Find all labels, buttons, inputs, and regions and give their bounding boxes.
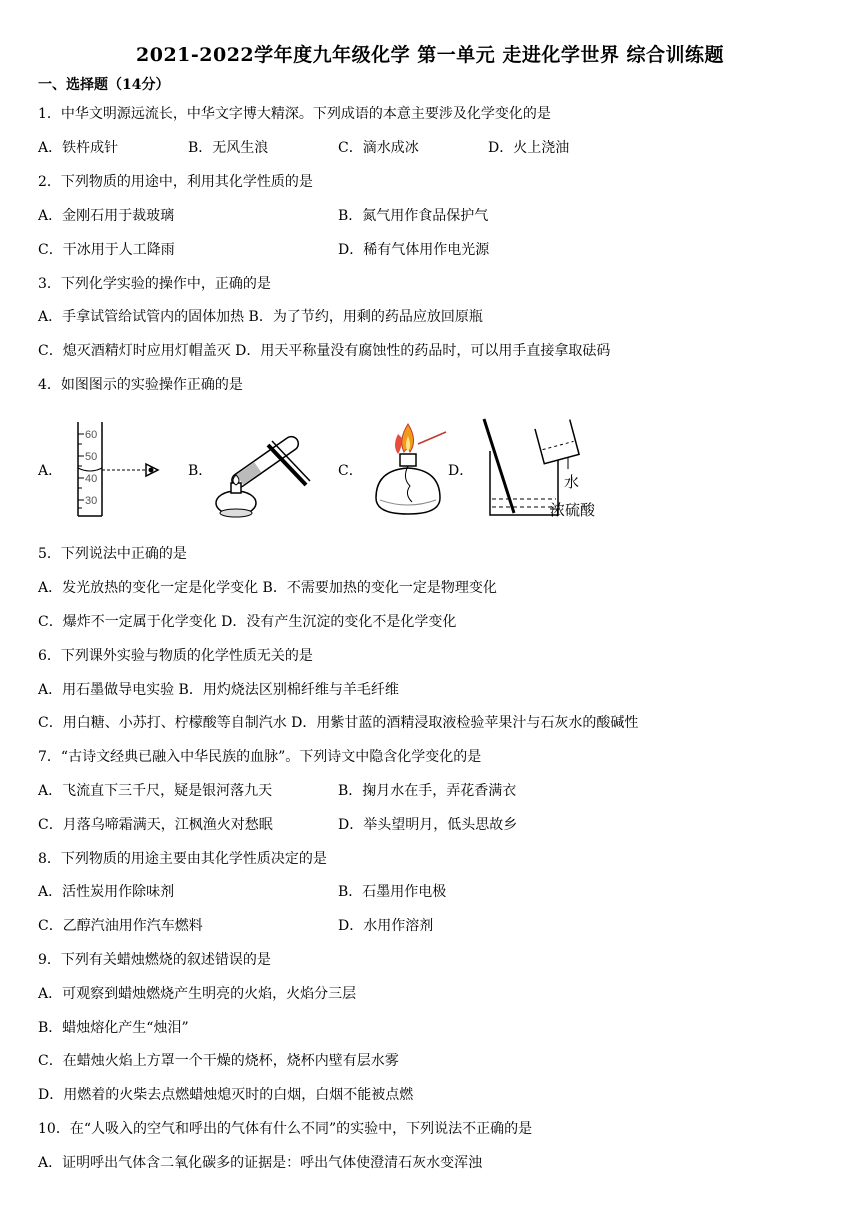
- question-4-stem: 4．如图图示的实验操作正确的是: [38, 377, 243, 393]
- question-7-option-c: C．月落乌啼霜满天，江枫渔火对愁眠: [38, 817, 273, 833]
- alcohol-lamp-figure: [368, 418, 448, 520]
- question-6-options-ab: A．用石墨做导电实验 B．用灼烧法区别棉纤维与羊毛纤维: [38, 682, 399, 698]
- cylinder-tick-label: 50: [85, 451, 98, 463]
- concentrated-sulfuric-acid-label: 浓硫酸: [550, 502, 596, 519]
- dilution-figure: [480, 415, 610, 525]
- question-4-option-b: B．: [188, 463, 213, 479]
- question-1-option-a: A．铁杵成针: [38, 140, 119, 156]
- question-9-option-b: B．蜡烛熔化产生“烛泪”: [38, 1020, 189, 1036]
- question-1-option-b: B．无风生浪: [188, 140, 269, 156]
- question-9-option-d: D．用燃着的火柴去点燃蜡烛熄灭时的白烟，白烟不能被点燃: [38, 1087, 414, 1103]
- question-2-option-b: B．氮气用作食品保护气: [338, 208, 489, 224]
- question-3-options-ab: A．手拿试管给试管内的固体加热 B．为了节约，用剩的药品应放回原瓶: [38, 309, 483, 325]
- water-label: 水: [564, 474, 580, 491]
- question-1-stem: 1．中华文明源远流长，中华文字博大精深。下列成语的本意主要涉及化学变化的是: [38, 106, 551, 122]
- question-2-option-a: A．金刚石用于裁玻璃: [38, 208, 175, 224]
- question-9-option-c: C．在蜡烛火焰上方罩一个干燥的烧杯，烧杯内壁有层水雾: [38, 1053, 399, 1069]
- question-10-stem: 10．在“人吸入的空气和呼出的气体有什么不同”的实验中，下列说法不正确的是: [38, 1121, 533, 1137]
- question-9-option-a: A．可观察到蜡烛燃烧产生明亮的火焰，火焰分三层: [38, 986, 357, 1002]
- graduated-cylinder-figure: [72, 420, 162, 520]
- question-2-option-d: D．稀有气体用作电光源: [338, 242, 490, 258]
- question-9-stem: 9．下列有关蜡烛燃烧的叙述错误的是: [38, 952, 271, 968]
- question-8-option-d: D．水用作溶剂: [338, 918, 434, 934]
- question-8-option-b: B．石墨用作电极: [338, 884, 447, 900]
- question-8-option-c: C．乙醇汽油用作汽车燃料: [38, 918, 203, 934]
- question-1-option-d: D．火上浇油: [488, 140, 570, 156]
- question-4-option-c: C．: [338, 463, 363, 479]
- question-8-stem: 8．下列物质的用途主要由其化学性质决定的是: [38, 851, 327, 867]
- question-1-option-c: C．滴水成冰: [338, 140, 419, 156]
- question-3-stem: 3．下列化学实验的操作中，正确的是: [38, 276, 271, 292]
- question-7-stem: 7．“古诗文经典已融入中华民族的血脉”。下列诗文中隐含化学变化的是: [38, 749, 482, 765]
- question-2-stem: 2．下列物质的用途中，利用其化学性质的是: [38, 174, 313, 190]
- section-heading: 一、选择题（14分）: [38, 77, 170, 93]
- cylinder-tick-label: 30: [85, 495, 98, 507]
- question-3-options-cd: C．熄灭酒精灯时应用灯帽盖灭 D．用天平称量没有腐蚀性的药品时，可以用手直接拿取砝码: [38, 343, 611, 359]
- question-5-stem: 5．下列说法中正确的是: [38, 546, 187, 562]
- question-8-option-a: A．活性炭用作除味剂: [38, 884, 175, 900]
- question-7-option-b: B．掬月水在手，弄花香满衣: [338, 783, 517, 799]
- page-title: 2021-2022学年度九年级化学 第一单元 走进化学世界 综合训练题: [136, 44, 724, 66]
- question-2-option-c: C．干冰用于人工降雨: [38, 242, 175, 258]
- question-4-option-d: D．: [448, 463, 474, 479]
- question-6-stem: 6．下列课外实验与物质的化学性质无关的是: [38, 648, 313, 664]
- question-7-option-a: A．飞流直下三千尺，疑是银河落九天: [38, 783, 273, 799]
- cylinder-tick-label: 60: [85, 429, 98, 441]
- question-10-option-a: A．证明呼出气体含二氧化碳多的证据是：呼出气体使澄清石灰水变浑浊: [38, 1155, 483, 1171]
- question-4-option-a: A．: [38, 463, 63, 479]
- test-tube-heating-figure: [206, 415, 326, 520]
- question-7-option-d: D．举头望明月，低头思故乡: [338, 817, 518, 833]
- cylinder-tick-label: 40: [85, 473, 98, 485]
- question-5-options-ab: A．发光放热的变化一定是化学变化 B．不需要加热的变化一定是物理变化: [38, 580, 497, 596]
- question-5-options-cd: C．爆炸不一定属于化学变化 D．没有产生沉淀的变化不是化学变化: [38, 614, 457, 630]
- question-6-options-cd: C．用白糖、小苏打、柠檬酸等自制汽水 D．用紫甘蓝的酒精浸取液检验苹果汁与石灰水的酸碱性: [38, 715, 639, 731]
